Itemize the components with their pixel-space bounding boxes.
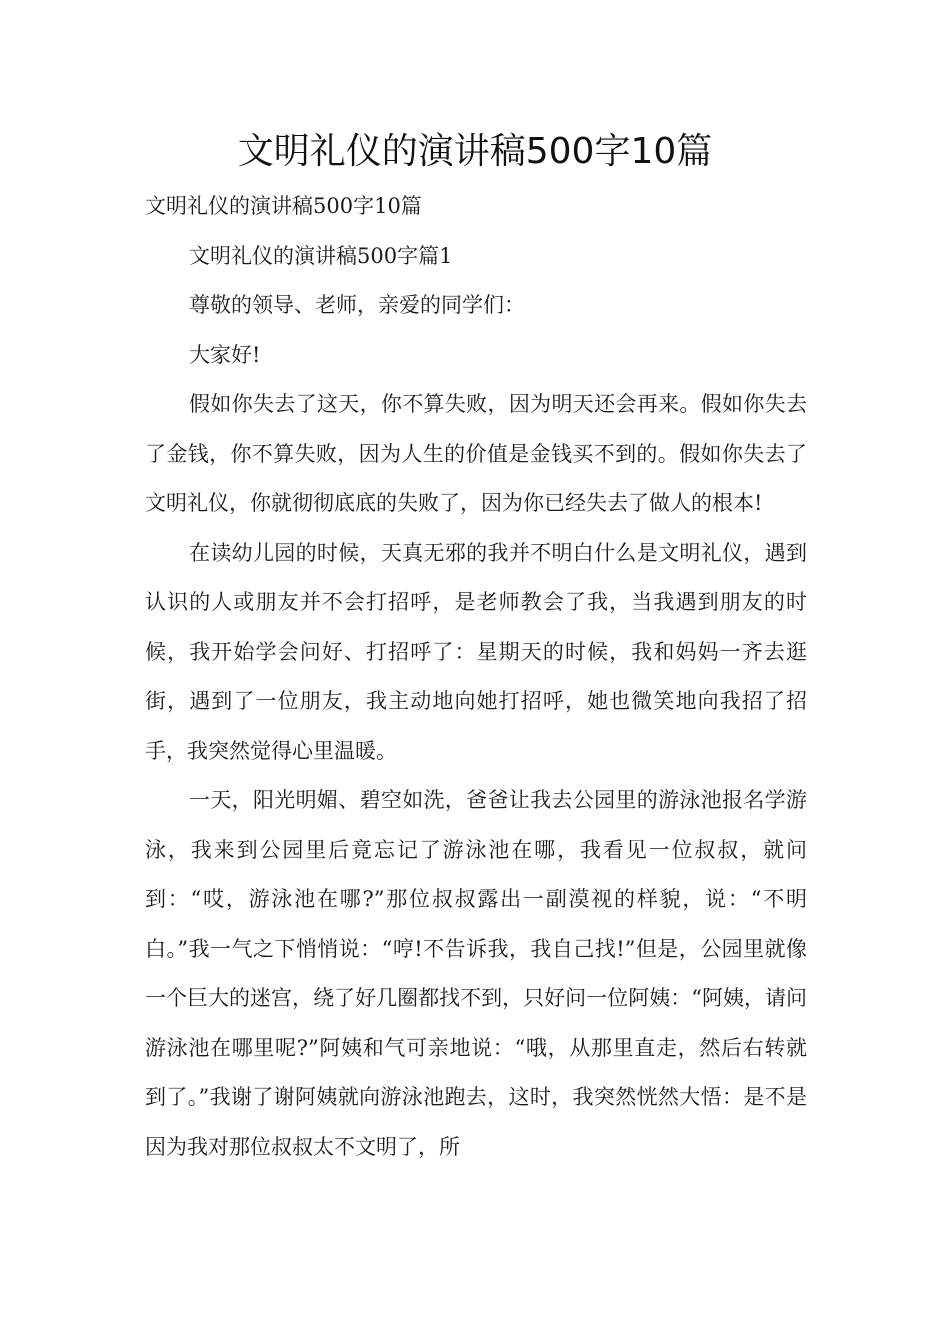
body-paragraph: 一天，阳光明媚、碧空如洗，爸爸让我去公园里的游泳池报名学游泳，我来到公园里后竟忘记了游泳池在哪，我看见一位叔叔，就问到：“哎，游泳池在哪?”那位叔叔露出一副漠视的样貌，说：“不明白。”我一气之下悄悄说：“哼!不告诉我，我自己找!”但是，公园里就像一个巨大的迷宫，绕了好几圈都找不到，只好问一位阿姨：“阿姨，请问游泳池在哪里呢?”阿姨和气可亲地说：“哦，从那里直走，然后右转就到了。”我谢了谢阿姨就向游泳池跑去，这时，我突然恍然大悟：是不是因为我对那位叔叔太不文明了，所 (145, 788, 807, 1159)
greeting-paragraph: 大家好! (189, 342, 261, 367)
document-title: 文明礼仪的演讲稿500字10篇 (237, 131, 713, 172)
salutation-paragraph: 尊敬的领导、老师，亲爱的同学们： (189, 293, 525, 317)
body-paragraph: 假如你失去了这天，你不算失败，因为明天还会再来。假如你失去了金钱，你不算失败，因为人生的价值是金钱买不到的。假如你失去了文明礼仪，你就彻彻底底的失败了，因为你已经失去了做人的根本! (145, 392, 807, 515)
section-heading: 文明礼仪的演讲稿500字篇1 (189, 243, 453, 268)
body-paragraph: 在读幼儿园的时候，天真无邪的我并不明白什么是文明礼仪，遇到认识的人或朋友并不会打招呼，是老师教会了我，当我遇到朋友的时候，我开始学会问好、打招呼了：星期天的时候，我和妈妈一齐去逛街，遇到了一位朋友，我主动地向她打招呼，她也微笑地向我招了招手，我突然觉得心里温暖。 (145, 540, 807, 763)
document-body (145, 182, 807, 1172)
subtitle-paragraph: 文明礼仪的演讲稿500字10篇 (145, 194, 422, 218)
